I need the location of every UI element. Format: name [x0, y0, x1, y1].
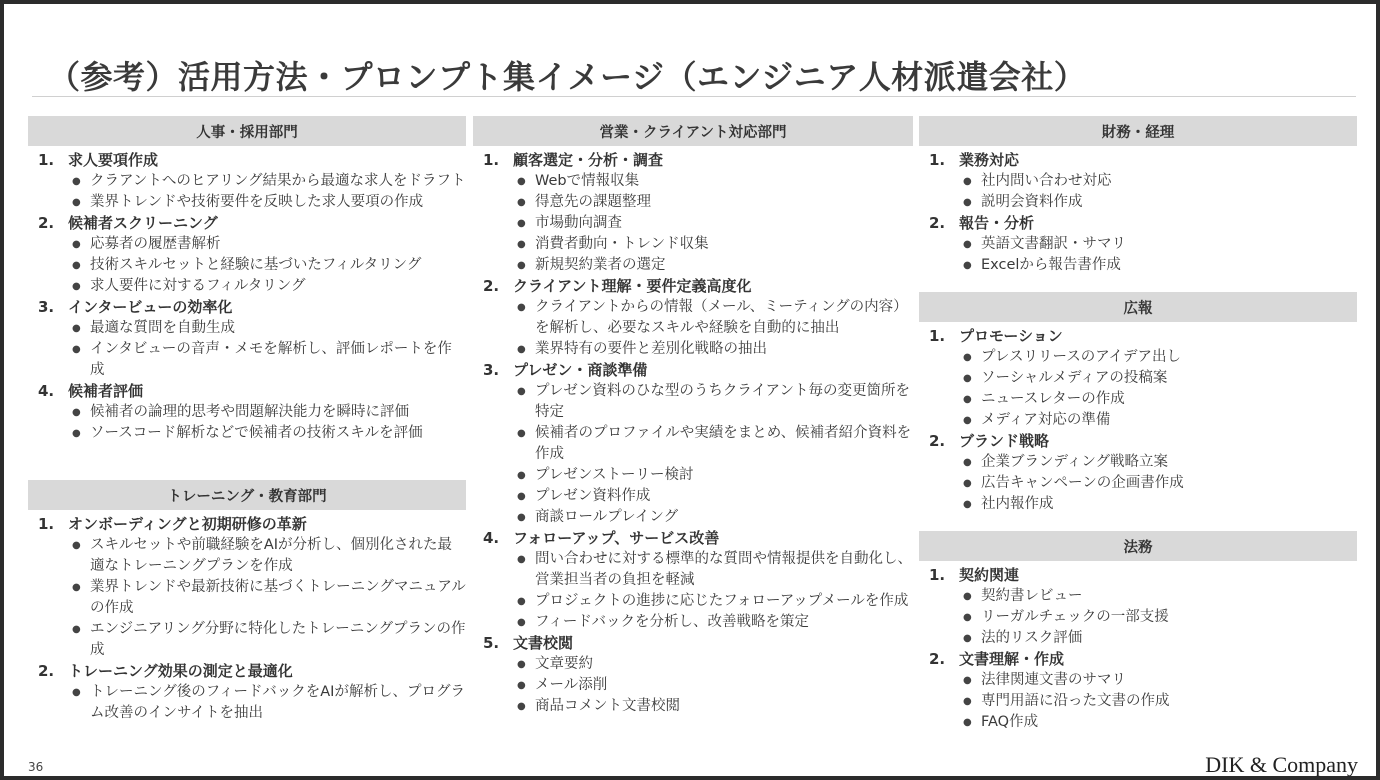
- list-item-text: 業界トレンドや技術要件を反映した求人要項の作成: [90, 194, 424, 210]
- list-item-text: インタビューの音声・メモを解析し、評価レポートを作成: [90, 341, 452, 378]
- bullet-icon: ●: [72, 323, 81, 334]
- bullet-list: [38, 682, 466, 724]
- bullet-list: [483, 381, 913, 528]
- category-heading: [929, 431, 1357, 452]
- list-item-text: プレゼンストーリー検討: [535, 467, 694, 483]
- list-item: [959, 234, 1357, 255]
- category-number: 3.: [483, 361, 500, 379]
- category-number: 3.: [38, 298, 55, 316]
- list-item-text: ニュースレターの作成: [981, 391, 1125, 407]
- list-item: [513, 423, 913, 465]
- bullet-icon: ●: [963, 457, 972, 468]
- list-item-text: 市場動向調査: [535, 215, 622, 231]
- category-number: 1.: [929, 566, 946, 584]
- bullet-icon: ●: [517, 470, 526, 481]
- bullet-icon: ●: [517, 617, 526, 628]
- category-number: 2.: [483, 277, 500, 295]
- bullet-icon: ●: [72, 407, 81, 418]
- bullet-icon: ●: [517, 659, 526, 670]
- bullet-icon: ●: [963, 675, 972, 686]
- column-right: [919, 116, 1357, 733]
- bullet-icon: ●: [963, 612, 972, 623]
- bullet-icon: ●: [963, 591, 972, 602]
- category-heading: [929, 565, 1357, 586]
- bullet-icon: ●: [963, 352, 972, 363]
- list-item: [513, 213, 913, 234]
- list-item: [513, 591, 913, 612]
- department-section: [473, 116, 913, 717]
- bullet-icon: ●: [72, 540, 81, 551]
- bullet-icon: ●: [517, 596, 526, 607]
- category-number: 1.: [38, 515, 55, 533]
- list-item: [513, 675, 913, 696]
- department-body: [473, 146, 913, 717]
- column-left: [28, 116, 466, 724]
- bullet-icon: ●: [517, 344, 526, 355]
- list-item: [68, 276, 466, 297]
- list-item: [959, 389, 1357, 410]
- department-header: 営業・クライアント対応部門: [473, 116, 913, 146]
- list-item: [959, 452, 1357, 473]
- category-heading: [38, 150, 466, 171]
- list-item-text: ソーシャルメディアの投稿案: [981, 370, 1168, 386]
- list-item: [68, 234, 466, 255]
- bullet-list: [929, 670, 1357, 733]
- department-body: [919, 146, 1357, 276]
- department-section: [919, 292, 1357, 515]
- list-item-text: 専門用語に沿った文書の作成: [981, 693, 1170, 709]
- category-heading: [38, 381, 466, 402]
- list-item-text: 社内問い合わせ対応: [981, 173, 1112, 189]
- category-label: 顧客選定・分析・調査: [513, 151, 664, 169]
- bullet-icon: ●: [963, 499, 972, 510]
- department-section: [919, 116, 1357, 276]
- category-number: 1.: [483, 151, 500, 169]
- bullet-list: [38, 402, 466, 444]
- list-item-text: 最適な質問を自動生成: [90, 320, 235, 336]
- list-item: [68, 402, 466, 423]
- list-item-text: 新規契約業者の選定: [535, 257, 666, 273]
- list-item-text: 企業ブランディング戦略立案: [981, 454, 1169, 470]
- bullet-list: [929, 171, 1357, 213]
- list-item-text: プレゼン資料作成: [535, 488, 651, 504]
- list-item: [68, 682, 466, 724]
- department-body: [28, 510, 466, 724]
- list-item: [959, 628, 1357, 649]
- list-item: [513, 465, 913, 486]
- department-body: [919, 561, 1357, 733]
- bullet-icon: ●: [517, 176, 526, 187]
- list-item: [959, 473, 1357, 494]
- bullet-list: [929, 452, 1357, 515]
- department-body: [919, 322, 1357, 515]
- bullet-icon: ●: [517, 680, 526, 691]
- category-label: 候補者スクリーニング: [68, 214, 218, 232]
- department-header: 法務: [919, 531, 1357, 561]
- bullet-icon: ●: [963, 373, 972, 384]
- page-number: 36: [28, 760, 44, 774]
- list-item-text: リーガルチェックの一部支援: [981, 609, 1169, 625]
- bullet-icon: ●: [517, 554, 526, 565]
- bullet-icon: ●: [517, 302, 526, 313]
- list-item: [513, 654, 913, 675]
- category-number: 2.: [38, 662, 55, 680]
- list-item: [68, 318, 466, 339]
- bullet-icon: ●: [517, 197, 526, 208]
- category-label: プレゼン・商談準備: [513, 361, 648, 379]
- bullet-list: [929, 347, 1357, 431]
- bullet-icon: ●: [963, 197, 972, 208]
- category-label: フォローアップ、サービス改善: [513, 529, 720, 547]
- category-number: 2.: [929, 650, 946, 668]
- list-item-text: プロジェクトの進捗に応じたフォローアップメールを作成: [535, 593, 909, 609]
- category-label: ブランド戦略: [959, 432, 1050, 450]
- list-item: [959, 607, 1357, 628]
- category-heading: [38, 297, 466, 318]
- category-heading: [38, 661, 466, 682]
- bullet-list: [38, 318, 466, 381]
- bullet-icon: ●: [517, 701, 526, 712]
- list-item: [513, 612, 913, 633]
- list-item-text: 候補者の論理的思考や問題解決能力を瞬時に評価: [90, 404, 409, 420]
- bullet-icon: ●: [963, 633, 972, 644]
- list-item-text: 文章要約: [535, 656, 593, 672]
- list-item-text: 技術スキルセットと経験に基づいたフィルタリング: [90, 257, 422, 273]
- list-item: [959, 368, 1357, 389]
- category-number: 1.: [929, 327, 946, 345]
- department-header: トレーニング・教育部門: [28, 480, 466, 510]
- category-label: インタービューの効率化: [68, 298, 233, 316]
- list-item: [513, 549, 913, 591]
- category-heading: [38, 213, 466, 234]
- bullet-icon: ●: [517, 491, 526, 502]
- list-item-text: 商談ロールプレイング: [535, 509, 679, 525]
- bullet-icon: ●: [963, 176, 972, 187]
- category-heading: [483, 633, 913, 654]
- bullet-icon: ●: [963, 478, 972, 489]
- bullet-icon: ●: [517, 512, 526, 523]
- list-item-text: 広告キャンペーンの企画書作成: [981, 475, 1184, 491]
- list-item: [513, 339, 913, 360]
- slide: [4, 4, 1376, 776]
- bullet-icon: ●: [72, 239, 81, 250]
- column-center: [473, 116, 913, 717]
- category-label: 候補者評価: [68, 382, 144, 400]
- category-label: オンボーディングと初期研修の革新: [68, 515, 307, 533]
- bullet-icon: ●: [963, 394, 972, 405]
- list-item: [513, 486, 913, 507]
- category-number: 4.: [38, 382, 55, 400]
- list-item: [959, 670, 1357, 691]
- bullet-list: [483, 171, 913, 276]
- bullet-icon: ●: [517, 260, 526, 271]
- category-label: 文書理解・作成: [959, 650, 1065, 668]
- list-item: [68, 423, 466, 444]
- list-item: [68, 535, 466, 577]
- list-item: [959, 712, 1357, 733]
- department-section: [28, 116, 466, 444]
- list-item: [513, 234, 913, 255]
- list-item: [68, 619, 466, 661]
- list-item: [68, 171, 466, 192]
- list-item-text: フィードバックを分析し、改善戦略を策定: [535, 614, 810, 630]
- list-item-text: 応募者の履歴書解析: [90, 236, 221, 252]
- list-item: [959, 255, 1357, 276]
- category-heading: [929, 326, 1357, 347]
- category-heading: [483, 150, 913, 171]
- list-item-text: 法的リスク評価: [981, 630, 1083, 646]
- list-item-text: Excelから報告書作成: [981, 257, 1121, 273]
- list-item-text: ソースコード解析などで候補者の技術スキルを評価: [90, 425, 423, 441]
- bullet-icon: ●: [963, 260, 972, 271]
- bullet-icon: ●: [963, 696, 972, 707]
- department-section: [919, 531, 1357, 733]
- list-item-text: 消費者動向・トレンド収集: [535, 236, 709, 252]
- category-heading: [483, 360, 913, 381]
- company-logo: DIK & Company: [1205, 752, 1358, 777]
- bullet-list: [483, 654, 913, 717]
- bullet-icon: ●: [72, 624, 81, 635]
- department-body: [28, 146, 466, 444]
- bullet-icon: ●: [72, 344, 81, 355]
- list-item-text: 業界特有の要件と差別化戦略の抽出: [535, 341, 767, 357]
- title-divider: [32, 96, 1356, 97]
- list-item: [513, 507, 913, 528]
- list-item: [959, 347, 1357, 368]
- category-label: 文書校閲: [513, 634, 574, 652]
- list-item: [513, 297, 913, 339]
- category-number: 2.: [929, 432, 946, 450]
- list-item-text: プレスリリースのアイデア出し: [981, 349, 1181, 365]
- bullet-icon: ●: [72, 582, 81, 593]
- category-number: 1.: [38, 151, 55, 169]
- list-item: [68, 192, 466, 213]
- list-item: [959, 494, 1357, 515]
- list-item-text: 社内報作成: [981, 496, 1054, 512]
- bullet-list: [38, 171, 466, 213]
- list-item: [959, 691, 1357, 712]
- category-label: 契約関連: [959, 566, 1020, 584]
- bullet-icon: ●: [72, 428, 81, 439]
- list-item-text: 法律関連文書のサマリ: [981, 672, 1126, 688]
- list-item-text: 問い合わせに対する標準的な質問や情報提供を自動化し、営業担当者の負担を軽減: [535, 551, 912, 588]
- list-item: [68, 577, 466, 619]
- page-title: （参考）活用方法・プロンプト集イメージ（エンジニア人材派遣会社）: [48, 58, 1087, 96]
- bullet-icon: ●: [517, 428, 526, 439]
- list-item-text: Webで情報収集: [535, 173, 640, 189]
- category-label: クライアント理解・要件定義高度化: [513, 277, 752, 295]
- list-item: [513, 171, 913, 192]
- list-item-text: クライアントからの情報（メール、ミーティングの内容）を解析し、必要なスキルや経験を自動的に抽出: [535, 299, 908, 336]
- list-item-text: 求人要件に対するフィルタリング: [90, 278, 306, 294]
- list-item-text: 候補者のプロファイルや実績をまとめ、候補者紹介資料を作成: [535, 425, 912, 462]
- bullet-list: [483, 549, 913, 633]
- list-item: [68, 339, 466, 381]
- list-item: [959, 410, 1357, 431]
- category-heading: [929, 150, 1357, 171]
- category-number: 2.: [929, 214, 946, 232]
- category-label: 業務対応: [959, 151, 1020, 169]
- bullet-list: [929, 234, 1357, 276]
- category-number: 4.: [483, 529, 500, 547]
- bullet-list: [38, 234, 466, 297]
- bullet-icon: ●: [963, 717, 972, 728]
- bullet-icon: ●: [517, 218, 526, 229]
- list-item-text: メディア対応の準備: [981, 412, 1111, 428]
- list-item-text: 説明会資料作成: [981, 194, 1083, 210]
- bullet-icon: ●: [517, 239, 526, 250]
- list-item-text: 契約書レビュー: [981, 588, 1083, 604]
- category-label: 報告・分析: [959, 214, 1035, 232]
- list-item-text: スキルセットや前職経験をAIが分析し、個別化された最適なトレーニングプランを作成: [90, 537, 453, 574]
- list-item: [513, 255, 913, 276]
- category-number: 5.: [483, 634, 500, 652]
- department-header: 広報: [919, 292, 1357, 322]
- bullet-list: [929, 586, 1357, 649]
- category-heading: [483, 528, 913, 549]
- category-heading: [929, 213, 1357, 234]
- list-item-text: 得意先の課題整理: [535, 194, 651, 210]
- bullet-icon: ●: [72, 176, 81, 187]
- category-label: プロモーション: [959, 327, 1063, 345]
- list-item-text: プレゼン資料のひな型のうちクライアント毎の変更箇所を特定: [535, 383, 910, 420]
- list-item: [959, 192, 1357, 213]
- bullet-icon: ●: [72, 260, 81, 271]
- category-heading: [929, 649, 1357, 670]
- category-label: トレーニング効果の測定と最適化: [68, 662, 293, 680]
- category-heading: [38, 514, 466, 535]
- list-item: [513, 696, 913, 717]
- list-item: [959, 171, 1357, 192]
- bullet-icon: ●: [517, 386, 526, 397]
- bullet-icon: ●: [72, 687, 81, 698]
- bullet-list: [38, 535, 466, 661]
- list-item-text: メール添削: [535, 677, 608, 693]
- list-item: [68, 255, 466, 276]
- bullet-icon: ●: [72, 281, 81, 292]
- list-item: [513, 381, 913, 423]
- department-header: 人事・採用部門: [28, 116, 466, 146]
- list-item-text: FAQ作成: [981, 714, 1039, 730]
- bullet-icon: ●: [963, 415, 972, 426]
- bullet-icon: ●: [72, 197, 81, 208]
- list-item-text: 英語文書翻訳・サマリ: [981, 236, 1126, 252]
- list-item-text: 商品コメント文書校閲: [535, 698, 680, 714]
- category-number: 2.: [38, 214, 55, 232]
- bullet-list: [483, 297, 913, 360]
- list-item-text: クラアントへのヒアリング結果から最適な求人をドラフト: [90, 173, 466, 189]
- list-item: [513, 192, 913, 213]
- list-item-text: 業界トレンドや最新技術に基づくトレーニングマニュアルの作成: [90, 579, 466, 616]
- list-item-text: トレーニング後のフィードバックをAIが解析し、プログラム改善のインサイトを抽出: [90, 684, 465, 721]
- bullet-icon: ●: [963, 239, 972, 250]
- department-section: [28, 480, 466, 724]
- list-item: [959, 586, 1357, 607]
- category-heading: [483, 276, 913, 297]
- category-label: 求人要項作成: [68, 151, 159, 169]
- category-number: 1.: [929, 151, 946, 169]
- department-header: 財務・経理: [919, 116, 1357, 146]
- list-item-text: エンジニアリング分野に特化したトレーニングプランの作成: [90, 621, 466, 658]
